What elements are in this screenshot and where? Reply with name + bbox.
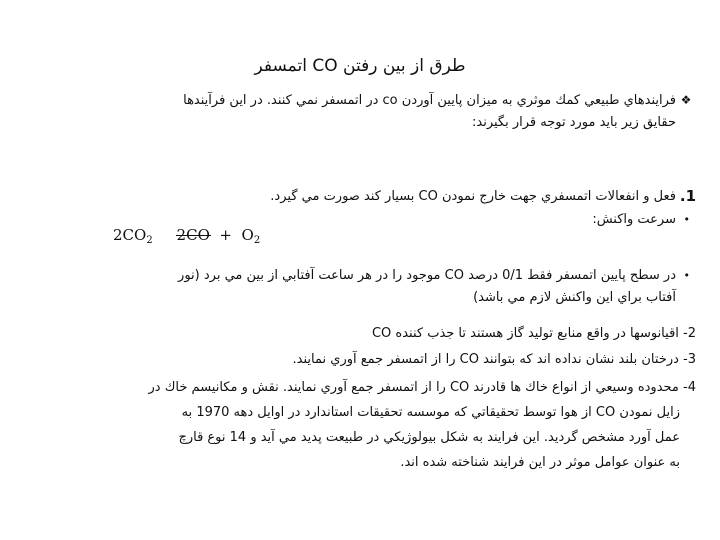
- rate-text: سرعت واكنش:: [592, 212, 676, 227]
- rate-bullet-icon: •: [683, 213, 690, 226]
- diamond-bullet-icon: ❖: [680, 93, 692, 107]
- item-1-text: فعل و انفعالات اتمسفري جهت خارج نمودن CO بسيار كند صورت مي گيرد.: [270, 189, 676, 204]
- formula-product: 2CO: [113, 226, 147, 244]
- item-1-number: 1.: [679, 187, 696, 205]
- surface-bullet-icon: •: [683, 269, 690, 282]
- item-3-text: 3- درختان بلند نشان نداده اند كه بتوانند CO را از اتمسفر جمع آوري نمايند.: [292, 352, 696, 367]
- item-4-line-3: عمل آورد مشخص گرديد. اين فرايند به شكل بيولوژيكي در طبيعت پديد مي آيد و 14 نوع قارچ: [178, 430, 680, 445]
- item-2-text: 2- اقيانوسها در واقع منابع توليد گاز هستند تا جذب كننده CO: [371, 326, 696, 341]
- formula-o2-sub: 2: [253, 235, 261, 246]
- formula-o2: O: [241, 226, 254, 244]
- surface-line-2: آفتاب براي اين واكنش لازم مي باشد): [473, 290, 676, 305]
- item-4-line-2: زايل نمودن CO از هوا توسط تحقيقاتي كه موسسه تحقيقات استاندارد در اوايل دهه 1970 به: [181, 405, 680, 420]
- formula-reactant-co: 2CO: [176, 226, 210, 244]
- formula-product-sub: 2: [146, 235, 153, 246]
- intro-line-1: فرايندهاي طبيعي كمك موثري به ميزان پايين آوردن co در اتمسفر نمي كنند. در اين فرآيندها: [183, 93, 676, 108]
- intro-line-2: حقايق زير بايد مورد توجه قرار بگيرند:: [472, 115, 676, 130]
- formula-plus: +: [219, 226, 232, 244]
- item-4-line-4: به عنوان عوامل موثر در اين فرايند شناخته شده اند.: [400, 455, 680, 470]
- item-4-line-1: 4- محدوده وسيعي از انواع خاك ها قادرند CO را از اتمسفر جمع آوري نمايند. نقش و مكانيسم خاك در: [148, 380, 696, 395]
- surface-line-1: در سطح پايين اتمسفر فقط 0/1 درصد CO موجود را در هر ساعت آفتابي از بين مي برد (نور: [178, 268, 676, 283]
- reaction-formula: [113, 226, 260, 246]
- slide-title: طرق از بين رفتن CO اتمسفر: [254, 56, 466, 76]
